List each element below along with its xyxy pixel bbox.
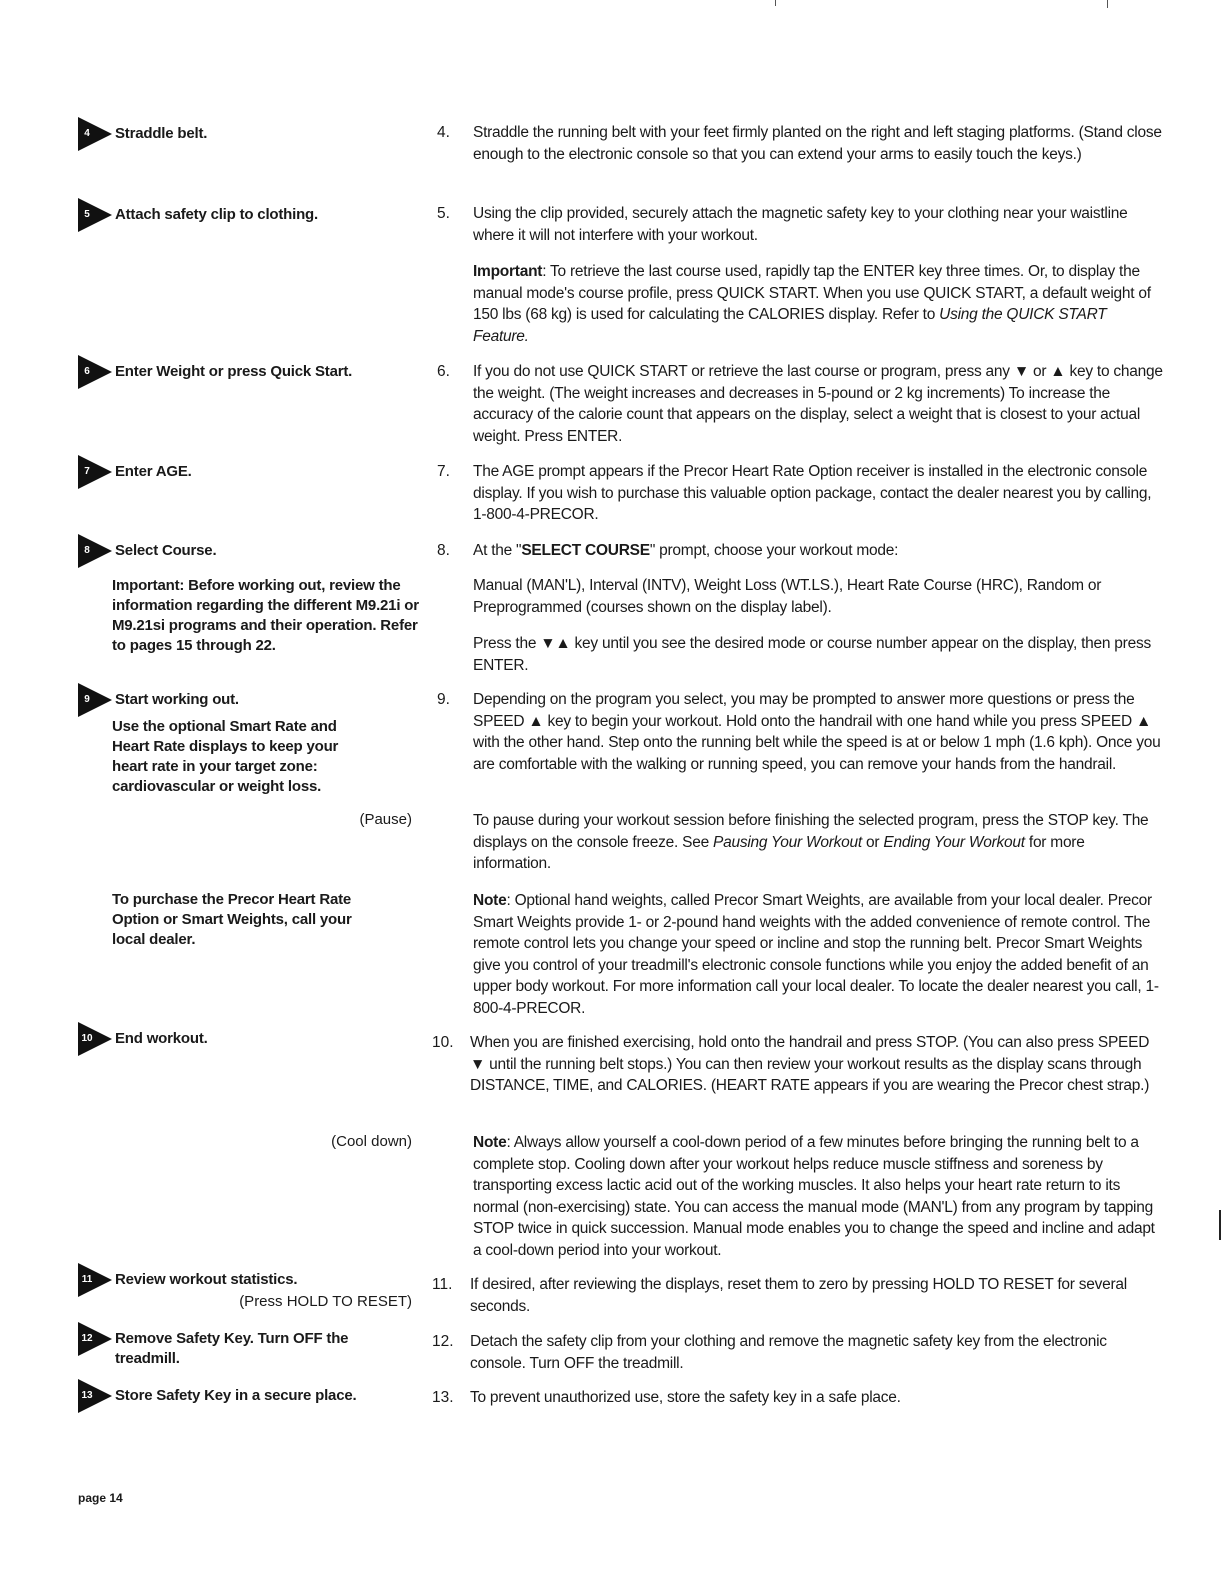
- step-5-heading: Attach safety clip to clothing.: [115, 206, 318, 223]
- step-12-left: [78, 1329, 423, 1369]
- step-4-text: Straddle the running belt with your feet firmly planted on the right and left staging platforms. (Stand close enough to the electronic console so that you can extend your arms to easily touch the keys.): [473, 124, 1162, 163]
- step-6-heading: Enter Weight or press Quick Start.: [115, 363, 353, 380]
- step-number: 4.: [437, 124, 450, 141]
- ending-reference: Ending Your Workout: [883, 833, 1025, 851]
- note-label: Note: [473, 1134, 507, 1151]
- step-number: 10.: [432, 1034, 454, 1051]
- step-10-text: When you are finished exercising, hold onto the handrail and press STOP. (You can also press SPEED ▼ until the running belt stops.) You can then review your workout results as the display scans through DISTANCE, TIME, and CALORIES. (HEART RATE appears if you are wearing the Precor chest strap.): [470, 1034, 1150, 1094]
- step-number: 6.: [437, 363, 450, 380]
- step-number: 13.: [432, 1389, 454, 1406]
- step-7-heading: Enter AGE.: [115, 463, 192, 480]
- step-marker-icon: 11: [78, 1263, 112, 1297]
- note-label: Note: [473, 892, 507, 909]
- step-13-left: [78, 1386, 423, 1413]
- step-4-heading: Straddle belt.: [115, 125, 208, 142]
- step-number: 9.: [437, 691, 450, 708]
- step-6-left: [78, 362, 423, 389]
- step-12-text: Detach the safety clip from your clothing and remove the magnetic safety key from the electronic console. Turn OFF the treadmill.: [470, 1333, 1107, 1372]
- step-marker-icon: 4: [78, 117, 112, 151]
- step-number: 12.: [432, 1333, 454, 1350]
- reset-label: (Press HOLD TO RESET): [239, 1293, 412, 1310]
- step-9-note: Use the optional Smart Rate and Heart Rate displays to keep your heart rate in your target zone: cardiovascular or weight loss.: [112, 718, 339, 795]
- step-number: 7.: [437, 463, 450, 480]
- step-11-text: If desired, after reviewing the displays, reset them to zero by pressing HOLD TO RESET for several seconds.: [470, 1276, 1127, 1315]
- step-13-heading: Store Safety Key in a secure place.: [115, 1387, 357, 1404]
- step-8-intro: At the "SELECT COURSE" prompt, choose your workout mode:: [473, 542, 899, 559]
- step-marker-icon: 12: [78, 1322, 112, 1356]
- step-marker-icon: 9: [78, 683, 112, 717]
- manual-page: 4 Straddle belt. 4. Straddle the running belt with your feet firmly planted on the right and left staging platforms. (Stand close enough to the electronic console so that you can extend your arms to easily touch the keys.) 5 Attach safety clip to clothing. 5. Using the clip provided, securely attach the magnetic safety key to your clothing near your waistline where it will not interfere with your workout. Important: To retrieve the last course used, rapidly tap the ENTER key three times. Or, to display the manual mode's course profile, press QUICK START. When you use QUICK START, a default weight of 150 lbs (68 kg) is used for calculating the CALORIES display. Refer to Using the QUICK START Feature. 6 Enter Weight or press Quick Start. 6. If you do not use QUICK START or retrieve the last course or program, press any ▼ or ▲ key to change the weight. (The weight increases and decreases in 5-pound or 2 kg increments) To increase the accuracy of the calorie count that appears on the display, select a weight that is closest to your actual weight. Press ENTER. 7 Enter AGE. 7. The AGE prompt appears if the Precor Heart Rate Option receiver is installed in the electronic console display. If you wish to purchase this valuable option package, contact the dealer nearest you by calling, 1-800-4-PRECOR. 8 Select Course. Important: Before working out, review the information regarding the different M9.21i or M9.21si programs and their operation. Refer to pages 15 through 22. 8. At the "SELECT COURSE" prompt, choose your workout mode: Manual (MAN'L), Interval (INTV), Weight Loss (WT.LS.), Heart Rate Course (HRC), Random or Preprogrammed (courses shown on the display label). Press the ▼▲ key until you see the desired mode or course number appear on the display, then press ENTER. 9 Start working out. Use the optional Smart Rate and Heart Rate displays to keep your heart rate in your target zone: cardiovascular or weight loss. 9. Depending on the program you select, you may be prompted to answer more questions or press the SPEED ▲ key to begin your workout. Hold onto the handrail with one hand while you press SPEED ▲ with the other hand. Step onto the running belt while the speed is at or below 1 mph (1.6 kph). Once you are comfortable with the walking or running speed, you can remove your hands from the handrail. (Pause) To pause during your workout session before finishing the selected program, press the STOP key. The displays on the console freeze. See Pausing Your Workout or Ending Your Workout for more information. To purchase the Precor Heart Rate Option or Smart Weights, call your local dealer. Note: Optional hand weights, called Precor Smart Weights, are available from your local dealer. Precor Smart Weights provide 1- or 2-pound hand weights with the added convenience of remote control. The remote control lets you change your speed or incline and stop the running belt. Precor Smart Weights give you control of your treadmill's electronic console functions while you enjoy the added benefit of an upper body workout. For more information call your local dealer. To locate the dealer nearest you call, 1-800-4-PRECOR. 10 End workout. 10. When you are finished exercising, hold onto the handrail and press STOP. (You can also press SPEED ▼ until the running belt stops.) You can then review your workout results as the display scans through DISTANCE, TIME, and CALORIES. (HEART RATE appears if you are wearing the Precor chest strap.) (Cool down) Note: Always allow yourself a cool-down period of a few minutes before bringing the running belt to a complete stop. Cooling down after your workout helps reduce muscle stiffness and soreness by transporting excess lactic acid out of the working muscles. It also helps your heart rate return to its normal (non-exercising) state. You can access the manual mode (MAN'L) from any program by tapping STOP twice in quick succession. Manual mode enables you to change the speed and incline and adapt a cool-down period into your workout. 11 Review workout statistics. (Press HOLD TO RESET) 11. If desired, after reviewing the displays, reset them to zero by pressing HOLD TO RESET for several seconds. 12 Remove Safety Key. Turn OFF the treadmill. 12. Detach the safety clip from your clothing and remove the magnetic safety key from the electronic console. Turn OFF the treadmill. 13 Store Safety Key in a secure place. 13. To prevent unauthorized use, store the safety key in a safe place. page 14: [0, 0, 1224, 1584]
- step-7-left: [78, 462, 423, 489]
- step-marker-icon: 10: [78, 1022, 112, 1056]
- step-8-heading: Select Course.: [115, 542, 217, 559]
- step-9-text: Depending on the program you select, you may be prompted to answer more questions or press the SPEED ▲ key to begin your workout. Hold onto the handrail with one hand while you press SPEED ▲ with the other hand. Step onto the running belt while the speed is at or below 1 mph (1.6 kph). Once you are comfortable with the walking or running speed, you can remove your hands from the handrail.: [473, 691, 1161, 773]
- step-6-text: If you do not use QUICK START or retrieve the last course or program, press any ▼ or ▲ key to change the weight. (The weight increases and decreases in 5-pound or 2 kg increments) To increase the accuracy of the calorie count that appears on the display, select a weight that is closest to your actual weight. Press ENTER.: [473, 363, 1163, 445]
- step-13-text: To prevent unauthorized use, store the safety key in a safe place.: [470, 1389, 901, 1406]
- step-7-text: The AGE prompt appears if the Precor Heart Rate Option receiver is installed in the electronic console display. If you wish to purchase this valuable option package, contact the dealer nearest you by calling, 1-800-4-PRECOR.: [473, 463, 1152, 523]
- step-marker-icon: 7: [78, 455, 112, 489]
- important-label: Important: [473, 263, 543, 280]
- step-10-left: [78, 1029, 423, 1056]
- step-marker-icon: 13: [78, 1379, 112, 1413]
- scan-mark: [1107, 0, 1108, 8]
- step-8-important-note: Important: Before working out, review the information regarding the different M9.21i or M9.21si programs and their operation. Refer to pages 15 through 22.: [112, 577, 419, 654]
- step-marker-icon: 5: [78, 198, 112, 232]
- step-10-heading: End workout.: [115, 1030, 208, 1047]
- step-9-heading: Start working out.: [115, 691, 239, 708]
- purchase-note-block: [78, 890, 423, 950]
- purchase-note: To purchase the Precor Heart Rate Option or Smart Weights, call your local dealer.: [112, 891, 352, 948]
- quick-start-reference: Using the QUICK START Feature.: [473, 306, 1107, 345]
- scan-edge-mark: [1219, 1210, 1221, 1240]
- step-number: 5.: [437, 205, 450, 222]
- pause-label: (Pause): [359, 811, 412, 828]
- page-number: page 14: [78, 1491, 123, 1505]
- step-5-text: Using the clip provided, securely attach the magnetic safety key to your clothing near your waistline where it will not interfere with your workout.: [473, 205, 1128, 244]
- step-number: 8.: [437, 542, 450, 559]
- scan-mark: [775, 0, 776, 6]
- step-4-left: [78, 124, 423, 151]
- step-marker-icon: 8: [78, 534, 112, 568]
- step-8-left: [78, 541, 423, 656]
- step-9-left: [78, 690, 423, 797]
- step-marker-icon: 6: [78, 355, 112, 389]
- step-number: 11.: [432, 1276, 453, 1293]
- step-12-heading: Remove Safety Key. Turn OFF the treadmill.: [115, 1330, 349, 1367]
- step-5-left: [78, 205, 423, 232]
- pausing-reference: Pausing Your Workout: [713, 833, 862, 851]
- select-course-prompt: SELECT COURSE: [521, 542, 650, 559]
- cool-down-label: (Cool down): [331, 1133, 412, 1150]
- step-11-heading: Review workout statistics.: [115, 1271, 298, 1288]
